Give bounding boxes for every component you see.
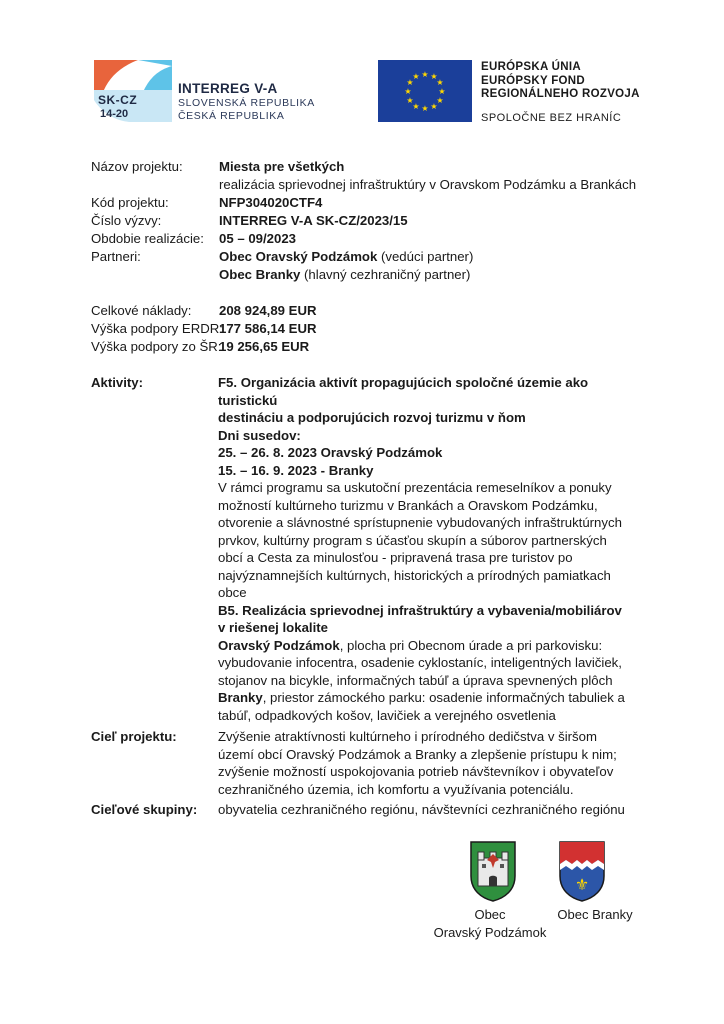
activities-label: Aktivity: <box>91 375 144 390</box>
eu-flag-icon <box>378 60 472 122</box>
interreg-logo <box>92 60 172 122</box>
activities-block <box>218 374 638 724</box>
branky-crest-label: Obec Branky <box>557 907 633 922</box>
f5-text-line: V rámci programu sa uskutoční prezentácia remeselníkov a ponuky <box>218 480 612 495</box>
branky-crest-icon <box>558 840 606 902</box>
b5-oravsky-detail: stojanov na bicykle, informačných tabúľ a úprava spevnených plôch <box>218 672 613 688</box>
partner-2 <box>219 266 470 284</box>
period-label: Obdobie realizácie: <box>91 231 204 246</box>
oravsky-podzamok-crest-label <box>420 906 560 942</box>
eu-line-1: EURÓPSKA ÚNIA <box>481 61 581 73</box>
crest-label-line: Obec <box>474 907 506 922</box>
eu-line-2: EURÓPSKY FOND <box>481 74 586 87</box>
total-cost-label: Celkové náklady: <box>91 303 192 318</box>
goal-line: zvýšenie možností uspokojovania potrieb návštevníkov i obyvateľov <box>218 764 614 779</box>
partner-1-name: Obec Oravský Podzámok <box>219 249 378 264</box>
interreg-title: INTERREG V-A <box>178 81 278 96</box>
svg-text:★: ★ <box>406 78 414 87</box>
svg-text:★: ★ <box>404 87 412 96</box>
goal-line: území obcí Oravský Podzámok a Branky a zlepšenie prístupu k nim; <box>218 746 617 762</box>
project-code: NFP304020CTF4 <box>219 195 323 210</box>
b5-oravsky-name: Oravský Podzámok <box>218 637 340 653</box>
sk-cz-years: 14-20 <box>100 108 129 120</box>
partners-label: Partneri: <box>91 249 141 264</box>
partner-2-name: Obec Branky <box>219 267 301 282</box>
f5-text-line: otvorenie a slávnostné sprístupnenie vybudovaných infraštruktúrnych <box>218 515 622 530</box>
event-date-2: 15. – 16. 9. 2023 - Branky <box>218 462 374 478</box>
svg-text:★: ★ <box>438 87 446 96</box>
svg-text:★: ★ <box>406 96 414 105</box>
days-title: Dni susedov: <box>218 427 301 443</box>
svg-text:★: ★ <box>412 102 420 111</box>
eu-line-3: REGIONÁLNEHO ROZVOJA <box>481 88 640 100</box>
partner-1 <box>219 248 473 266</box>
b5-oravsky-detail: vybudovanie infocentra, osadenie cyklostaníc, inteligentných lavičiek, <box>218 655 622 670</box>
period: 05 – 09/2023 <box>219 231 297 246</box>
svg-text:⚜: ⚜ <box>574 875 590 894</box>
interreg-countries <box>178 97 315 122</box>
call-number: INTERREG V-A SK-CZ/2023/15 <box>219 213 408 228</box>
oravsky-podzamok-crest-icon <box>469 840 517 902</box>
f5-text-line: možností kultúrneho turizmu v Brankách a Oravskom Podzámku, <box>218 497 598 513</box>
f5-text-line: najvýznamnejších kultúrnych, historických a prírodných pamiatkach <box>218 567 611 583</box>
svg-text:★: ★ <box>430 72 438 81</box>
goal-text <box>218 728 638 798</box>
erdf-amount: 177 586,14 EUR <box>219 321 317 336</box>
svg-text:★: ★ <box>436 78 444 87</box>
eu-title <box>481 61 640 102</box>
b5-branky-detail: tabúľ, odpadkových košov, lavičiek a verejného osvetlenia <box>218 707 556 723</box>
target-groups: obyvatelia cezhraničného regiónu, návštevníci cezhraničného regiónu <box>218 802 625 817</box>
b5-title-1: B5. Realizácia sprievodnej infraštruktúry a vybavenia/mobiliárov <box>218 602 622 618</box>
f5-title-1: F5. Organizácia aktivít propagujúcich spoločné územie ako turistickú <box>218 375 589 408</box>
b5-branky-line <box>218 689 638 707</box>
svg-text:★: ★ <box>421 70 429 79</box>
svg-text:★: ★ <box>436 96 444 105</box>
project-name-subtitle: realizácia sprievodnej infraštruktúry v Oravskom Podzámku a Brankách <box>219 177 637 192</box>
b5-branky-text: , priestor zámockého parku: osadenie informačných tabuliek a <box>262 690 625 705</box>
partner-2-role: (hlavný cezhraničný partner) <box>300 267 471 282</box>
goal-line: Zvýšenie atraktívnosti kultúrneho i prírodného dedičstva v širšom <box>218 729 597 744</box>
interreg-country-cz: ČESKÁ REPUBLIKA <box>178 109 285 122</box>
project-name: Miesta pre všetkých <box>219 159 345 174</box>
project-code-label: Kód projektu: <box>91 195 169 210</box>
state-support-label: Výška podpory zo ŠR: <box>91 339 222 354</box>
goal-line: cezhraničného územia, ich komfortu a využívania potenciálu. <box>218 781 574 797</box>
f5-title-2: destináciu a podporujúcich rozvoj turizmu v ňom <box>218 410 526 425</box>
svg-text:★: ★ <box>430 102 438 111</box>
state-support-amount: 19 256,65 EUR <box>219 339 310 354</box>
f5-text-line: obcí a Cesta za minulosťou - pripravená trasa pre turistov po <box>218 550 573 565</box>
b5-oravsky-text: , plocha pri Obecnom úrade a pri parkovisku: <box>339 637 603 653</box>
partner-1-role: (vedúci partner) <box>377 249 474 264</box>
eu-motto: SPOLOČNE BEZ HRANÍC <box>481 112 622 124</box>
total-cost: 208 924,89 EUR <box>219 303 317 318</box>
call-number-label: Číslo výzvy: <box>91 213 162 228</box>
project-name-label: Názov projektu: <box>91 159 183 174</box>
svg-text:★: ★ <box>412 72 420 81</box>
erdf-label: Výška podpory ERDR: <box>91 321 223 336</box>
b5-title-2: v riešenej lokalite <box>218 620 328 635</box>
crest-label-line: Oravský Podzámok <box>433 925 547 940</box>
interreg-country-sk: SLOVENSKÁ REPUBLIKA <box>178 97 315 109</box>
b5-branky-name: Branky <box>218 690 263 705</box>
event-date-1: 25. – 26. 8. 2023 Oravský Podzámok <box>218 445 443 460</box>
sk-cz-label: SK-CZ <box>98 93 138 107</box>
f5-text-line: obce <box>218 585 247 600</box>
b5-oravsky-line <box>218 637 638 655</box>
svg-text:★: ★ <box>421 104 429 113</box>
target-groups-label: Cieľové skupiny: <box>91 802 198 817</box>
f5-text-line: prvkov, kultúrny program s účasťou skupín a súborov partnerských <box>218 532 607 548</box>
goal-label: Cieľ projektu: <box>91 729 177 744</box>
